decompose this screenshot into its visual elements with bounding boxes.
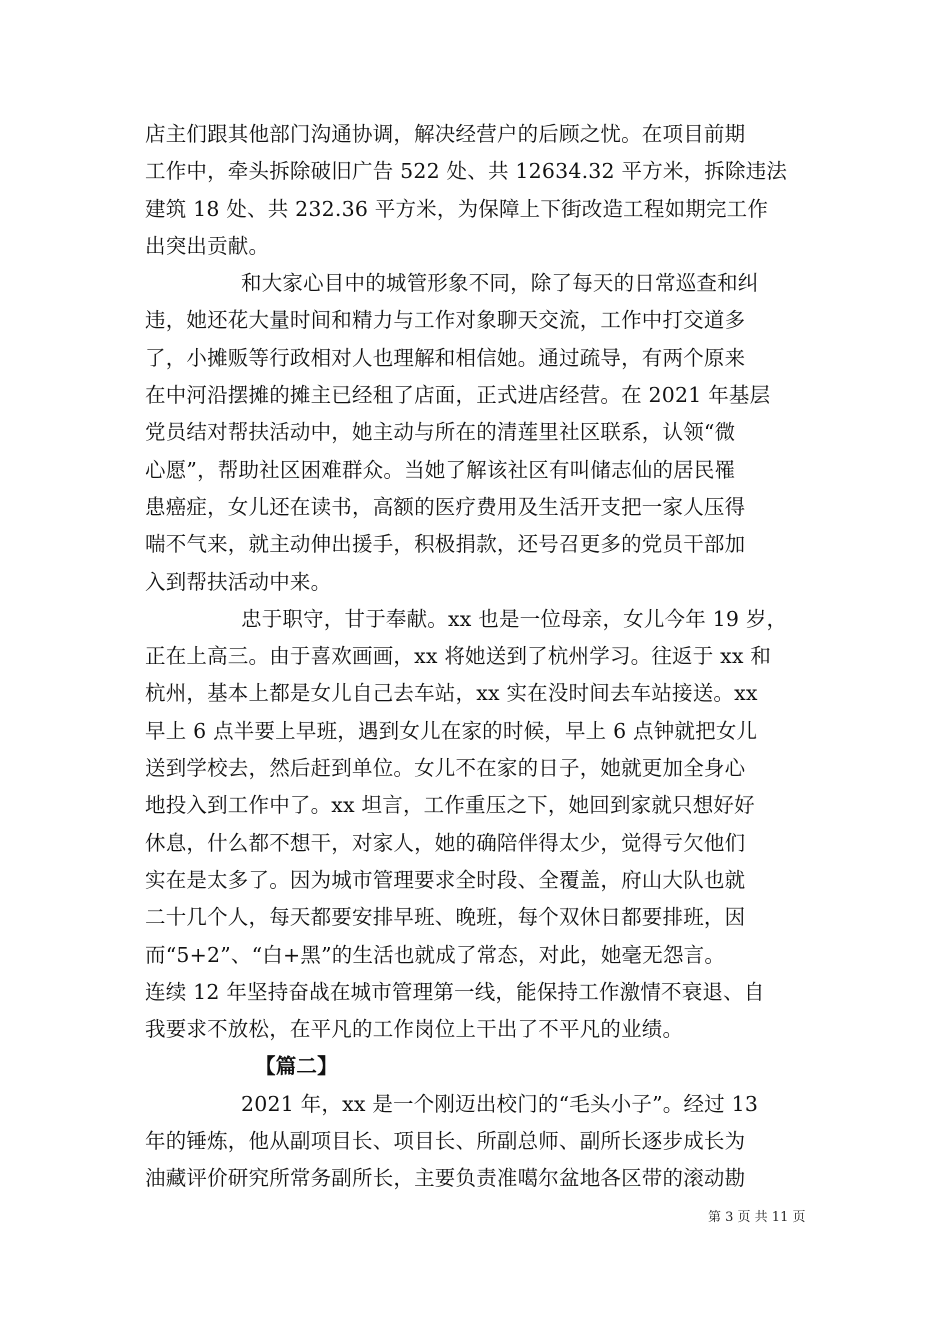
- text-line: 年的锤炼，他从副项目长、项目长、所副总师、副所长逐步成长为: [145, 1129, 746, 1154]
- text-line: 建筑 18 处、共 232.36 平方米，为保障上下街改造工程如期完工作: [145, 196, 769, 221]
- text-line: 而“5+2”、“白+黑”的生活也就成了常态，对此，她毫无怨言。: [145, 942, 726, 967]
- text-line: 二十几个人，每天都要安排早班、晚班，每个双休日都要排班，因: [145, 905, 746, 930]
- paragraph-first-line: 2021 年，xx 是一个刚迈出校门的“毛头小子”。经过 13: [241, 1091, 759, 1116]
- paragraph-first-line: 忠于职守，甘于奉献。xx 也是一位母亲，女儿今年 19 岁，: [241, 606, 788, 631]
- text-line: 出突出贡献。: [145, 233, 270, 258]
- text-line: 入到帮扶活动中来。: [145, 569, 332, 594]
- text-line: 休息，什么都不想干，对家人，她的确陪伴得太少，觉得亏欠他们: [145, 830, 746, 855]
- text-line: 正在上高三。由于喜欢画画，xx 将她送到了杭州学习。往返于 xx 和: [145, 644, 772, 669]
- text-line: 了，小摊贩等行政相对人也理解和相信她。通过疏导，有两个原来: [145, 345, 746, 370]
- text-line: 党员结对帮扶活动中，她主动与所在的清莲里社区联系，认领“微: [145, 420, 736, 445]
- text-line: 油藏评价研究所常务副所长，主要负责准噶尔盆地各区带的滚动勘: [145, 1166, 746, 1191]
- text-line: 杭州，基本上都是女儿自己去车站，xx 实在没时间去车站接送。xx: [145, 681, 758, 706]
- text-line: 早上 6 点半要上早班，遇到女儿在家的时候，早上 6 点钟就把女儿: [145, 718, 758, 743]
- text-line: 违，她还花大量时间和精力与工作对象聊天交流，工作中打交道多: [145, 308, 746, 333]
- text-line: 我要求不放松，在平凡的工作岗位上干出了不平凡的业绩。: [145, 1017, 684, 1042]
- text-line: 心愿”，帮助社区困难群众。当她了解该社区有叫储志仙的居民罹: [145, 457, 736, 482]
- text-line: 患癌症，女儿还在读书，高额的医疗费用及生活开支把一家人压得: [145, 494, 746, 519]
- paragraph-first-line: 和大家心目中的城管形象不同，除了每天的日常巡查和纠: [241, 271, 759, 296]
- text-line: 连续 12 年坚持奋战在城市管理第一线，能保持工作激情不衰退、自: [145, 979, 765, 1004]
- page-number-footer: 第 3 页 共 11 页: [708, 1210, 806, 1225]
- text-line: 在中河沿摆摊的摊主已经租了店面，正式进店经营。在 2021 年基层: [145, 383, 771, 408]
- text-line: 实在是太多了。因为城市管理要求全时段、全覆盖，府山大队也就: [145, 867, 746, 892]
- text-line: 店主们跟其他部门沟通协调，解决经营户的后顾之忧。在项目前期: [145, 122, 746, 146]
- document-body: [145, 116, 813, 1198]
- text-line: 工作中，牵头拆除破旧广告 522 处、共 12634.32 平方米，拆除违法: [145, 159, 788, 184]
- text-line: 送到学校去，然后赶到单位。女儿不在家的日子，她就更加全身心: [145, 756, 746, 781]
- section-heading: 【篇二】: [255, 1054, 338, 1079]
- text-line: 地投入到工作中了。xx 坦言，工作重压之下，她回到家就只想好好: [145, 793, 755, 818]
- text-line: 喘不气来，就主动伸出援手，积极捐款，还号召更多的党员干部加: [145, 532, 746, 557]
